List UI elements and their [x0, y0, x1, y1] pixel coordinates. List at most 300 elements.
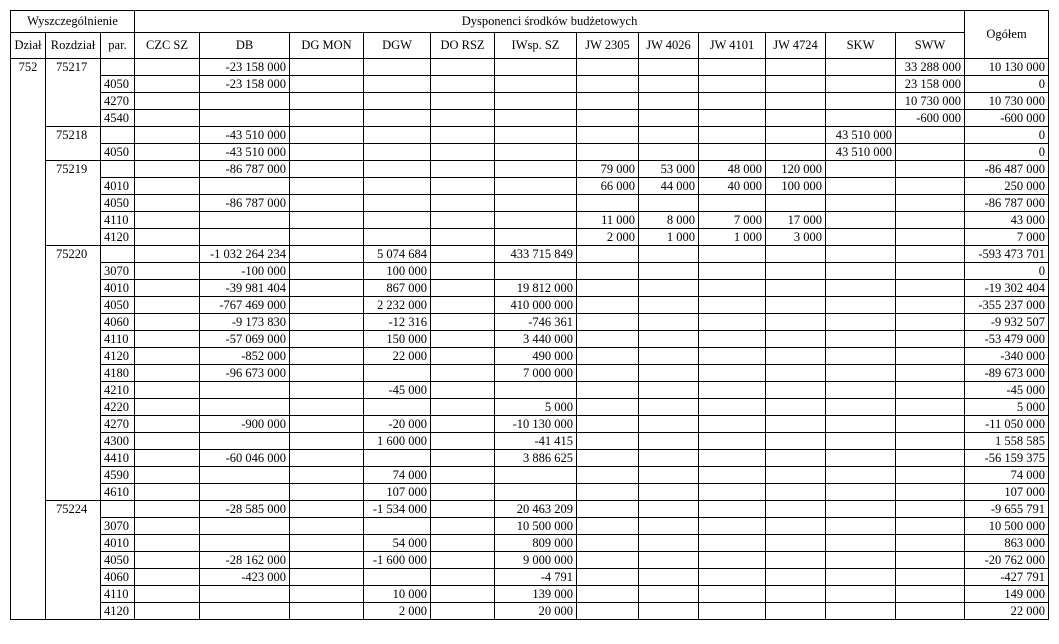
value-cell	[135, 195, 200, 212]
value-cell	[290, 246, 364, 263]
value-cell	[290, 501, 364, 518]
table-row	[11, 297, 1049, 314]
value-cell	[431, 552, 495, 569]
value-cell	[639, 263, 699, 280]
value-cell	[135, 433, 200, 450]
table-row	[11, 331, 1049, 348]
value-cell	[290, 212, 364, 229]
total-cell: -600 000	[965, 110, 1049, 127]
value-cell	[431, 246, 495, 263]
value-cell: 1 600 000	[364, 433, 431, 450]
par-cell: 4300	[101, 433, 135, 450]
par-cell: 4590	[101, 467, 135, 484]
value-cell	[431, 297, 495, 314]
table-row	[11, 110, 1049, 127]
value-cell	[699, 484, 766, 501]
value-cell	[431, 535, 495, 552]
header-column: DGW	[364, 33, 431, 59]
value-cell	[896, 399, 965, 416]
header-column: JW 4724	[766, 33, 826, 59]
value-cell	[577, 569, 639, 586]
rozdzial-cell: 75217	[46, 59, 101, 127]
value-cell	[826, 280, 896, 297]
value-cell	[290, 297, 364, 314]
value-cell	[431, 93, 495, 110]
value-cell	[766, 450, 826, 467]
value-cell	[639, 297, 699, 314]
value-cell	[431, 314, 495, 331]
value-cell	[896, 331, 965, 348]
value-cell: 44 000	[639, 178, 699, 195]
value-cell	[699, 263, 766, 280]
value-cell	[290, 76, 364, 93]
total-cell: 7 000	[965, 229, 1049, 246]
total-cell: -11 050 000	[965, 416, 1049, 433]
total-cell: 5 000	[965, 399, 1049, 416]
value-cell	[766, 93, 826, 110]
total-cell: -9 932 507	[965, 314, 1049, 331]
value-cell: 74 000	[364, 467, 431, 484]
value-cell	[896, 365, 965, 382]
value-cell	[577, 263, 639, 280]
value-cell: 79 000	[577, 161, 639, 178]
par-cell: 3070	[101, 263, 135, 280]
value-cell	[431, 501, 495, 518]
value-cell: 43 510 000	[826, 127, 896, 144]
par-cell: 4210	[101, 382, 135, 399]
value-cell	[826, 450, 896, 467]
value-cell	[766, 484, 826, 501]
value-cell	[200, 433, 290, 450]
value-cell	[577, 484, 639, 501]
header-dzial: Dział	[11, 33, 46, 59]
value-cell: 10 730 000	[896, 93, 965, 110]
total-cell: -593 473 701	[965, 246, 1049, 263]
value-cell	[135, 297, 200, 314]
value-cell	[699, 467, 766, 484]
value-cell	[577, 501, 639, 518]
value-cell: -100 000	[200, 263, 290, 280]
value-cell	[431, 484, 495, 501]
value-cell	[699, 280, 766, 297]
value-cell	[135, 382, 200, 399]
value-cell	[290, 416, 364, 433]
value-cell	[290, 331, 364, 348]
value-cell	[135, 535, 200, 552]
value-cell	[577, 297, 639, 314]
value-cell: 809 000	[495, 535, 577, 552]
value-cell	[826, 178, 896, 195]
header-column: JW 4101	[699, 33, 766, 59]
value-cell	[896, 280, 965, 297]
value-cell	[431, 127, 495, 144]
value-cell: 43 510 000	[826, 144, 896, 161]
value-cell	[364, 127, 431, 144]
value-cell	[896, 195, 965, 212]
value-cell	[431, 450, 495, 467]
table-row	[11, 416, 1049, 433]
value-cell	[699, 348, 766, 365]
value-cell: -746 361	[495, 314, 577, 331]
value-cell	[495, 144, 577, 161]
table-row	[11, 518, 1049, 535]
value-cell	[699, 93, 766, 110]
value-cell	[577, 348, 639, 365]
rozdzial-cell: 75218	[46, 127, 101, 161]
value-cell	[364, 195, 431, 212]
value-cell: -86 787 000	[200, 195, 290, 212]
value-cell	[200, 93, 290, 110]
total-cell: -56 159 375	[965, 450, 1049, 467]
value-cell	[431, 331, 495, 348]
value-cell	[639, 552, 699, 569]
value-cell	[896, 603, 965, 620]
value-cell: 7 000	[699, 212, 766, 229]
value-cell	[200, 110, 290, 127]
value-cell	[639, 144, 699, 161]
value-cell	[826, 93, 896, 110]
value-cell	[639, 450, 699, 467]
value-cell: 2 000	[577, 229, 639, 246]
value-cell	[364, 76, 431, 93]
value-cell	[290, 178, 364, 195]
value-cell	[577, 382, 639, 399]
value-cell	[699, 127, 766, 144]
header-column: CZC SZ	[135, 33, 200, 59]
par-cell: 4050	[101, 552, 135, 569]
value-cell: -423 000	[200, 569, 290, 586]
value-cell: 5 000	[495, 399, 577, 416]
value-cell	[699, 501, 766, 518]
value-cell	[826, 297, 896, 314]
value-cell	[364, 399, 431, 416]
value-cell	[431, 161, 495, 178]
value-cell	[766, 110, 826, 127]
value-cell	[699, 603, 766, 620]
value-cell	[766, 280, 826, 297]
table-row	[11, 484, 1049, 501]
value-cell	[639, 331, 699, 348]
value-cell	[431, 382, 495, 399]
value-cell: -43 510 000	[200, 144, 290, 161]
total-cell: 0	[965, 127, 1049, 144]
value-cell	[495, 263, 577, 280]
table-row	[11, 76, 1049, 93]
value-cell	[896, 535, 965, 552]
value-cell	[896, 314, 965, 331]
value-cell	[896, 144, 965, 161]
value-cell	[290, 484, 364, 501]
value-cell	[766, 314, 826, 331]
table-row	[11, 501, 1049, 518]
value-cell	[290, 195, 364, 212]
value-cell: 100 000	[766, 178, 826, 195]
value-cell	[639, 314, 699, 331]
value-cell	[364, 365, 431, 382]
value-cell	[200, 484, 290, 501]
value-cell	[699, 450, 766, 467]
value-cell	[495, 161, 577, 178]
table-row	[11, 399, 1049, 416]
value-cell	[431, 365, 495, 382]
value-cell	[826, 467, 896, 484]
par-cell: 4010	[101, 280, 135, 297]
value-cell	[364, 450, 431, 467]
value-cell	[699, 569, 766, 586]
total-cell: -355 237 000	[965, 297, 1049, 314]
value-cell	[639, 93, 699, 110]
value-cell	[431, 569, 495, 586]
value-cell	[290, 433, 364, 450]
value-cell	[364, 569, 431, 586]
table-row	[11, 59, 1049, 76]
value-cell	[766, 433, 826, 450]
total-cell: -89 673 000	[965, 365, 1049, 382]
par-cell: 4410	[101, 450, 135, 467]
value-cell	[290, 365, 364, 382]
value-cell	[896, 552, 965, 569]
value-cell	[495, 110, 577, 127]
value-cell	[577, 433, 639, 450]
value-cell: 17 000	[766, 212, 826, 229]
value-cell	[577, 365, 639, 382]
total-cell: 250 000	[965, 178, 1049, 195]
value-cell: 490 000	[495, 348, 577, 365]
value-cell	[577, 399, 639, 416]
value-cell	[826, 161, 896, 178]
value-cell: -4 791	[495, 569, 577, 586]
value-cell	[826, 603, 896, 620]
value-cell: 150 000	[364, 331, 431, 348]
value-cell: 3 000	[766, 229, 826, 246]
par-cell	[101, 161, 135, 178]
value-cell: 107 000	[364, 484, 431, 501]
table-row	[11, 603, 1049, 620]
value-cell: 19 812 000	[495, 280, 577, 297]
value-cell	[290, 229, 364, 246]
total-cell: -86 487 000	[965, 161, 1049, 178]
value-cell	[290, 569, 364, 586]
table-row	[11, 433, 1049, 450]
par-cell: 4050	[101, 76, 135, 93]
value-cell	[639, 416, 699, 433]
value-cell	[431, 416, 495, 433]
value-cell	[766, 382, 826, 399]
value-cell: -45 000	[364, 382, 431, 399]
value-cell	[577, 280, 639, 297]
value-cell	[135, 348, 200, 365]
total-cell: 10 730 000	[965, 93, 1049, 110]
value-cell	[826, 382, 896, 399]
value-cell	[577, 195, 639, 212]
total-cell: 107 000	[965, 484, 1049, 501]
value-cell	[699, 382, 766, 399]
value-cell	[431, 76, 495, 93]
value-cell	[577, 586, 639, 603]
value-cell	[135, 127, 200, 144]
value-cell	[290, 59, 364, 76]
par-cell: 3070	[101, 518, 135, 535]
value-cell	[639, 246, 699, 263]
value-cell	[766, 569, 826, 586]
par-cell: 4060	[101, 314, 135, 331]
value-cell	[896, 450, 965, 467]
value-cell: 867 000	[364, 280, 431, 297]
par-cell: 4540	[101, 110, 135, 127]
value-cell	[896, 212, 965, 229]
value-cell: -852 000	[200, 348, 290, 365]
value-cell	[431, 59, 495, 76]
value-cell	[135, 178, 200, 195]
par-cell: 4120	[101, 229, 135, 246]
dzial-cell: 752	[11, 59, 46, 620]
value-cell: -12 316	[364, 314, 431, 331]
value-cell	[364, 144, 431, 161]
value-cell: -23 158 000	[200, 59, 290, 76]
table-row	[11, 586, 1049, 603]
value-cell: 22 000	[364, 348, 431, 365]
value-cell	[431, 263, 495, 280]
value-cell	[364, 161, 431, 178]
value-cell	[495, 467, 577, 484]
value-cell	[135, 263, 200, 280]
value-cell	[431, 433, 495, 450]
value-cell	[431, 603, 495, 620]
value-cell	[200, 535, 290, 552]
par-cell: 4050	[101, 144, 135, 161]
value-cell	[639, 348, 699, 365]
total-cell: 10 500 000	[965, 518, 1049, 535]
value-cell	[699, 314, 766, 331]
value-cell	[639, 399, 699, 416]
total-cell: -53 479 000	[965, 331, 1049, 348]
value-cell	[766, 263, 826, 280]
total-cell: -427 791	[965, 569, 1049, 586]
value-cell	[826, 246, 896, 263]
value-cell	[495, 212, 577, 229]
header-rozdzial: Rozdział	[46, 33, 101, 59]
value-cell	[135, 76, 200, 93]
value-cell	[495, 59, 577, 76]
value-cell	[639, 501, 699, 518]
value-cell	[826, 586, 896, 603]
par-cell: 4270	[101, 93, 135, 110]
value-cell	[431, 399, 495, 416]
par-cell: 4110	[101, 586, 135, 603]
total-cell: 863 000	[965, 535, 1049, 552]
total-cell: 74 000	[965, 467, 1049, 484]
table-row	[11, 178, 1049, 195]
value-cell	[639, 280, 699, 297]
value-cell	[290, 382, 364, 399]
total-cell: 0	[965, 144, 1049, 161]
total-cell: -19 302 404	[965, 280, 1049, 297]
value-cell: -1 032 264 234	[200, 246, 290, 263]
value-cell	[431, 348, 495, 365]
value-cell	[766, 603, 826, 620]
total-cell: 1 558 585	[965, 433, 1049, 450]
value-cell	[639, 76, 699, 93]
value-cell	[826, 59, 896, 76]
value-cell	[766, 59, 826, 76]
total-cell: 0	[965, 76, 1049, 93]
value-cell: -28 585 000	[200, 501, 290, 518]
value-cell	[699, 195, 766, 212]
value-cell: -41 415	[495, 433, 577, 450]
value-cell	[577, 331, 639, 348]
table-row	[11, 348, 1049, 365]
value-cell	[639, 603, 699, 620]
value-cell	[431, 144, 495, 161]
header-dysponenci: Dysponenci środków budżetowych	[135, 11, 965, 33]
value-cell	[431, 467, 495, 484]
value-cell: 20 000	[495, 603, 577, 620]
value-cell	[577, 416, 639, 433]
total-cell: 0	[965, 263, 1049, 280]
value-cell	[766, 399, 826, 416]
value-cell	[290, 518, 364, 535]
value-cell	[896, 518, 965, 535]
value-cell	[766, 365, 826, 382]
table-row	[11, 127, 1049, 144]
value-cell	[200, 399, 290, 416]
value-cell	[290, 552, 364, 569]
total-cell: -86 787 000	[965, 195, 1049, 212]
par-cell: 4220	[101, 399, 135, 416]
value-cell	[826, 399, 896, 416]
value-cell	[577, 144, 639, 161]
value-cell	[699, 365, 766, 382]
value-cell: 5 074 684	[364, 246, 431, 263]
value-cell	[826, 110, 896, 127]
value-cell	[364, 59, 431, 76]
value-cell	[290, 467, 364, 484]
table-row	[11, 314, 1049, 331]
value-cell	[364, 178, 431, 195]
value-cell	[699, 110, 766, 127]
value-cell	[639, 382, 699, 399]
value-cell	[577, 518, 639, 535]
value-cell	[639, 127, 699, 144]
value-cell	[639, 110, 699, 127]
value-cell	[290, 110, 364, 127]
value-cell	[135, 399, 200, 416]
value-cell	[364, 212, 431, 229]
value-cell	[577, 535, 639, 552]
value-cell: -900 000	[200, 416, 290, 433]
par-cell: 4060	[101, 569, 135, 586]
value-cell	[431, 280, 495, 297]
value-cell	[290, 535, 364, 552]
value-cell	[639, 433, 699, 450]
value-cell	[896, 229, 965, 246]
value-cell: 410 000 000	[495, 297, 577, 314]
value-cell	[495, 195, 577, 212]
value-cell	[431, 586, 495, 603]
value-cell	[135, 314, 200, 331]
value-cell	[290, 603, 364, 620]
value-cell	[766, 416, 826, 433]
total-cell: -340 000	[965, 348, 1049, 365]
value-cell	[135, 161, 200, 178]
value-cell	[639, 518, 699, 535]
value-cell	[896, 416, 965, 433]
value-cell: 40 000	[699, 178, 766, 195]
header-column: SWW	[896, 33, 965, 59]
value-cell	[290, 450, 364, 467]
value-cell: 139 000	[495, 586, 577, 603]
value-cell	[896, 484, 965, 501]
